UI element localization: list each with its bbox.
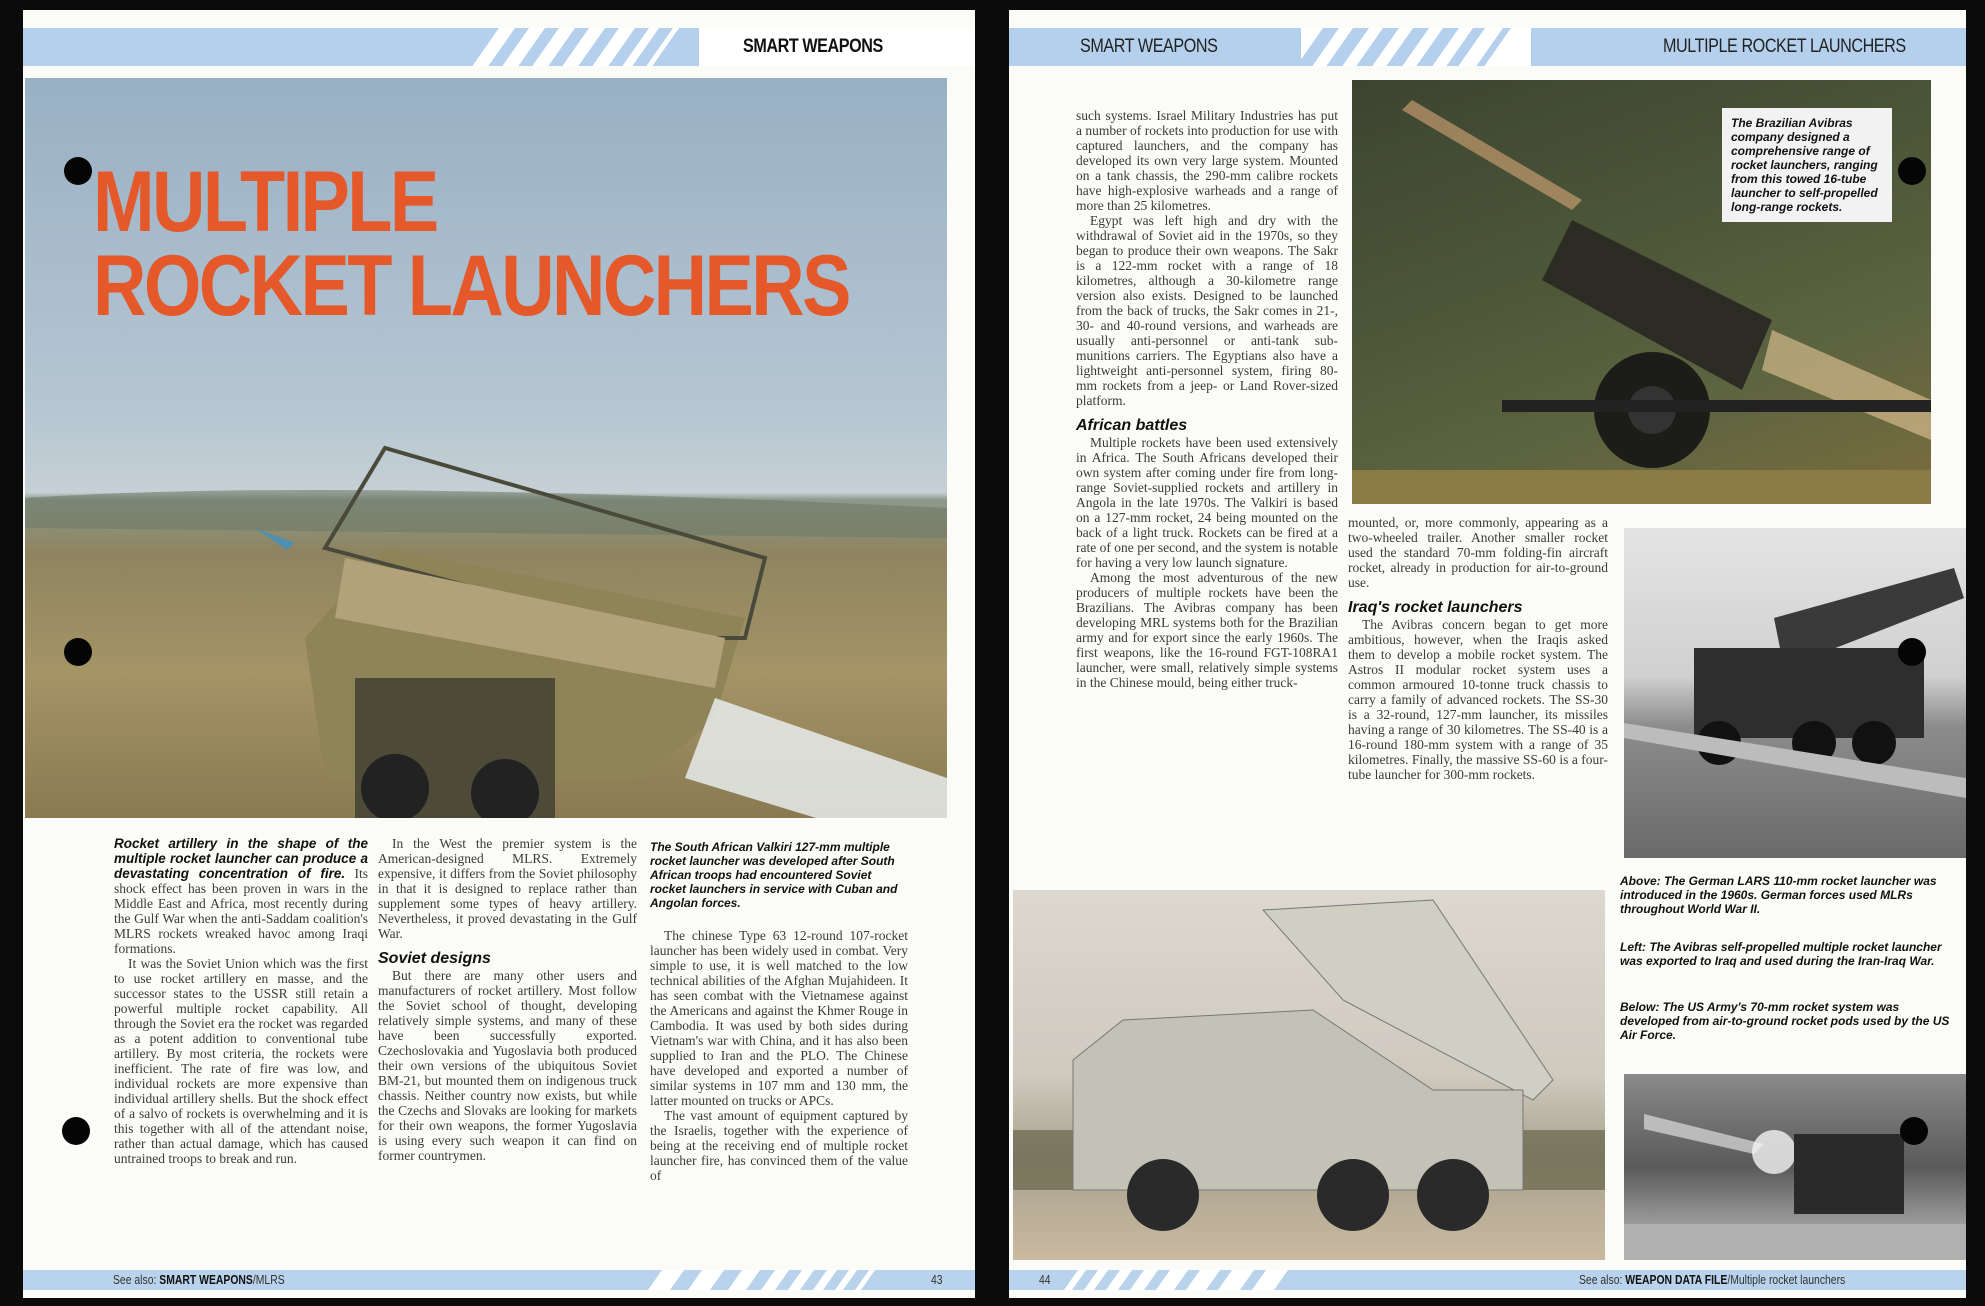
title-line-2: ROCKET LAUNCHERS bbox=[93, 238, 849, 334]
see-also-link[interactable] bbox=[113, 1272, 285, 1287]
see-also-bold: SMART WEAPONS bbox=[159, 1272, 253, 1287]
see-also-prefix: See also: bbox=[113, 1272, 160, 1287]
page-number: 44 bbox=[1039, 1272, 1051, 1287]
see-also-link[interactable] bbox=[1579, 1272, 1845, 1287]
punch-hole bbox=[1898, 157, 1926, 185]
footer-bar bbox=[23, 1270, 975, 1290]
see-also-rest: /MLRS bbox=[252, 1272, 285, 1287]
paragraph: The chinese Type 63 12-round 107-rocket launcher has been widely used in combat. Very simple to use, it is well matched to the low technical abilities of the Afghan Mujahideen. It has seen combat with the Vietnamese against the Americans and against the Khmer Rouge in Cambodia. It was used by both sides during Vietnam's war with China, and it has also been supplied to Iran and the PLO. The Chinese have developed and exported a number of similar systems in 107 mm and 130 mm, the latter mounted on trucks or APCs. bbox=[650, 928, 908, 1108]
us-army-rocket-photo bbox=[1624, 1074, 1966, 1260]
towed-launcher-photo bbox=[1352, 80, 1931, 504]
left-page bbox=[23, 10, 975, 1298]
avibras-launcher-photo bbox=[1013, 890, 1605, 1260]
text-column-2 bbox=[1348, 515, 1608, 782]
see-also-rest: /Multiple rocket launchers bbox=[1727, 1272, 1846, 1287]
section-header: SMART WEAPONS bbox=[743, 36, 883, 57]
see-also-prefix: See also: bbox=[1579, 1272, 1626, 1287]
subheading: African battles bbox=[1076, 417, 1188, 434]
punch-hole bbox=[1898, 638, 1926, 666]
paragraph: such systems. Israel Military Industries has put a number of rockets into production for use with captured launchers, and the company has developed its own very large system. Mounted on a tank chassis, the 290-mm calibre rockets have high-explosive warheads and a range of more than 25 kilometres. bbox=[1076, 108, 1338, 213]
subheading: Iraq's rocket launchers bbox=[1348, 599, 1523, 616]
header-bar bbox=[23, 28, 975, 66]
hero-photo bbox=[25, 78, 947, 818]
article-header: MULTIPLE ROCKET LAUNCHERS bbox=[1663, 36, 1906, 57]
photo-caption: The South African Valkiri 127-mm multiple rocket launcher was developed after South African troops had encountered Soviet rocket launchers in service with Cuban and Angolan forces. bbox=[650, 840, 898, 910]
text-column-1 bbox=[1076, 108, 1338, 690]
header-bar bbox=[1009, 28, 1966, 66]
punch-hole bbox=[1900, 1117, 1928, 1145]
paragraph: But there are many other users and manufacturers of rocket artillery. Most follow the Soviet school of thought, developing relatively simple systems, and many of these have been successfully exported. Czechoslovakia and Yugoslavia both produced their own versions of the ubiquitous Soviet BM-21, but mounted them on indigenous truck chassis. Neither country now exists, but while the Czechs and Slovaks are looking for markets for their own weapons, the former Yugoslavia is using every such weapon it can find on former countrymen. bbox=[378, 968, 637, 1163]
page-number: 43 bbox=[931, 1272, 943, 1287]
photo-caption-box: The Brazilian Avibras company designed a comprehensive range of rocket launchers, ranging from this towed 16-tube launcher to self-propelled long-range rockets. bbox=[1722, 108, 1892, 222]
subheading: Soviet designs bbox=[378, 950, 491, 967]
paragraph: The vast amount of equipment captured by the Israelis, together with the experience of being at the receiving end of multiple rocket launcher fire, has convinced them of the value of bbox=[650, 1108, 908, 1183]
punch-hole bbox=[64, 157, 92, 185]
punch-hole bbox=[64, 638, 92, 666]
caption-above: Above: The German LARS 110-mm rocket launcher was introduced in the 1960s. German forces used MLRs throughout World War II. bbox=[1620, 874, 1937, 916]
punch-hole bbox=[62, 1117, 90, 1145]
paragraph: mounted, or, more commonly, appearing as a two-wheeled trailer. Another smaller rocket used the standard 70-mm folding-fin aircraft rocket, already in production for air-to-ground use. bbox=[1348, 515, 1608, 590]
paragraph: Among the most adventurous of the new producers of multiple rockets have been the Brazilians. The Avibras company has been developing MRL systems both for the Brazilian army and for export since the early 1960s. The first weapons, like the 16-round FGT-108RA1 launcher, were small, relatively simple systems in the Chinese mould, being either truck- bbox=[1076, 570, 1338, 690]
lead-rest: Its shock effect has been proven in wars in the Middle East and Africa, most recently during the Gulf War when the anti-Saddam coalition's MLRS rockets wreaked havoc among Iraqi formations. bbox=[114, 866, 368, 956]
paragraph: Multiple rockets have been used extensively in Africa. The South Africans developed their own system after coming under fire from long-range Soviet-supplied rockets and artillery in Angola in the late 1970s. The Valkiri is based on a 127-mm rocket, 24 being mounted on the back of a light truck. Rockets can be fired at a rate of one per second, and the system is notable for having a very low launch signature. bbox=[1076, 435, 1338, 570]
caption-left: Left: The Avibras self-propelled multiple rocket launcher was exported to Iraq and used during the Iran-Iraq War. bbox=[1620, 940, 1942, 968]
paragraph: In the West the premier system is the American-designed MLRS. Extremely expensive, it differs from the Soviet philosophy in that it is designed to replace rather than supplement some types of heavy artillery. Nevertheless, it proved devastating in the Gulf War. bbox=[378, 836, 637, 941]
section-header: SMART WEAPONS bbox=[1080, 36, 1218, 57]
text-column-3 bbox=[650, 928, 908, 1183]
see-also-bold: WEAPON DATA FILE bbox=[1625, 1272, 1728, 1287]
text-column-2 bbox=[378, 836, 637, 1163]
caption-below: Below: The US Army's 70-mm rocket system was developed from air-to-ground rocket pods used by the US Air Force. bbox=[1620, 1000, 1950, 1042]
text-column-1 bbox=[114, 836, 368, 1166]
lead-paragraph: Rocket artillery in the shape of the multiple rocket launcher can produce a devastating concentration of fire. bbox=[114, 836, 368, 881]
right-page bbox=[1009, 10, 1966, 1298]
title-line-1: MULTIPLE bbox=[93, 154, 437, 250]
paragraph: Egypt was left high and dry with the withdrawal of Soviet aid in the 1970s, so they began to produce their own weapons. The Sakr is a 122-mm rocket with a range of 18 kilometres, although a 30-kilometre range version also exists. Designed to be launched from the back of trucks, the Sakr comes in 21-, 30- and 40-round versions, and warheads are usually anti-personnel or anti-tank sub-munitions carriers. The Egyptians also have a lightweight anti-personnel system, firing 80-mm rockets from a jeep- or Land Rover-sized platform. bbox=[1076, 213, 1338, 408]
paragraph: The Avibras concern began to get more ambitious, however, when the Iraqis asked them to develop a mobile rocket system. The Astros II modular rocket system uses a common armoured 10-tonne truck chassis to carry a family of advanced rockets. The SS-30 is a 32-round, 127-mm launcher, its missiles having a range of 30 kilometres. The SS-40 is a 16-round 180-mm system with a range of 35 kilometres. Finally, the massive SS-60 is a four-tube launcher for 300-mm rockets. bbox=[1348, 617, 1608, 782]
paragraph: It was the Soviet Union which was the first to use rocket artillery en masse, and the successor states to the USSR still retain a powerful multiple rocket capability. All through the Soviet era the rocket was regarded as a potent addition to conventional tube artillery. By most criteria, the rockets were inefficient. The rate of fire was low, and individual rockets are more expensive than individual artillery shells. But the shock effect of a salvo of rockets is overwhelming and it is this together with all of the attendant noise, rather than actual damage, which has caused untrained troops to break and run. bbox=[114, 956, 368, 1166]
lars-launcher-photo bbox=[1624, 528, 1966, 858]
article-title bbox=[93, 154, 849, 334]
footer-bar bbox=[1009, 1270, 1966, 1290]
